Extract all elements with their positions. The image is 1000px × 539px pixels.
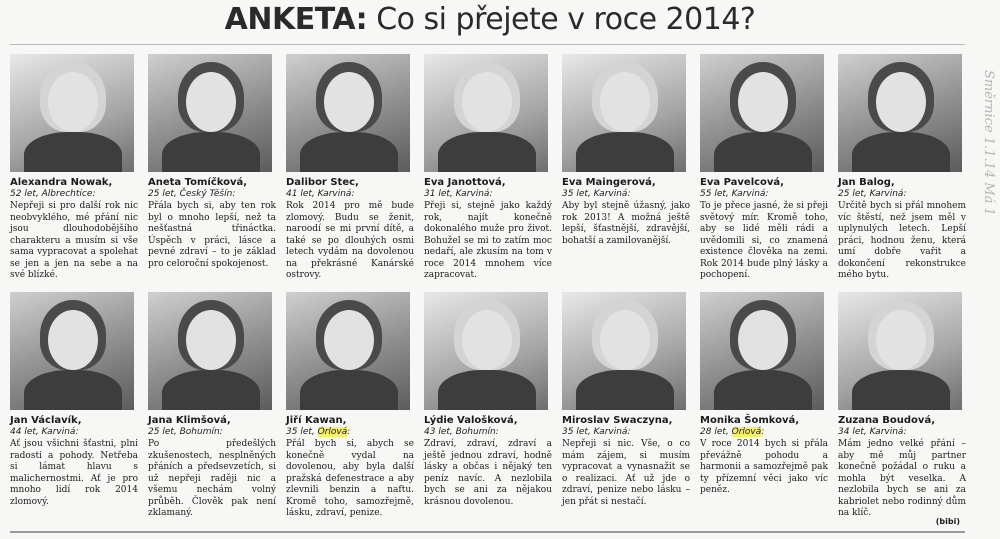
respondent-answer: Určitě bych si přál mnohem víc štěstí, než jsem měl v uplynulých letech. Lepší práci, hodnou ženu, která umí dobře vařit a dokončení rekonstrukce mého bytu.	[838, 201, 966, 280]
respondent-answer: Aby byl stejně úžasný, jako rok 2013! A možná ještě lepší, šťastnější, zdravější, bohatší a zamilovanější.	[562, 201, 690, 246]
respondent-name: Dalibor Stec,	[286, 177, 359, 188]
respondent-name: Jiří Kawan,	[286, 415, 347, 426]
respondent-meta: 44 let, Karviná:	[10, 427, 79, 437]
highlighted-town: Orlová	[317, 427, 348, 437]
respondent-meta: 25 let, Český Těšín:	[148, 189, 236, 199]
respondent-meta	[286, 427, 414, 438]
respondent-name: Aneta Tomíčková,	[148, 177, 248, 188]
survey-card	[838, 292, 966, 526]
survey-card	[700, 54, 828, 288]
respondent-meta: 31 let, Karviná:	[424, 189, 493, 199]
portrait-photo	[424, 292, 548, 410]
respondent-name: Eva Maingerová,	[562, 177, 656, 188]
respondent-meta	[700, 427, 828, 438]
respondent-answer: Ať jsou všichni šťastni, plni radosti a pohody. Netřeba si lámat hlavu s malichernostmi. Ať je pro mnoho lidí rok 2014 zlomový.	[10, 439, 138, 507]
respondent-answer: Nepřeji si nic. Vše, o co mám zájem, si musím vypracovat a vynasnažit se o realizaci. Ať už jde o zdraví, penize nebo lásku – jen přát si nestačí.	[562, 439, 690, 507]
respondent-meta: 35 let, Karviná:	[562, 427, 631, 437]
respondent-name: Eva Janottová,	[424, 177, 506, 188]
survey-card	[148, 54, 276, 288]
respondent-name: Monika Šomková,	[700, 415, 800, 426]
survey-card	[10, 54, 138, 288]
respondent-answer: Po předešlých zkušenostech, nesplněných přáních a předsevzetích, si už nepřeji raději nic a všemu nechám volný průběh. Člověk pak není zklamaný.	[148, 439, 276, 518]
survey-card	[148, 292, 276, 526]
portrait-photo	[10, 292, 134, 410]
portrait-photo	[838, 54, 962, 172]
meta-colon: :	[347, 427, 351, 437]
survey-grid	[10, 54, 965, 526]
portrait-photo	[148, 292, 272, 410]
headline	[0, 2, 980, 38]
respondent-meta: 35 let, Karviná:	[562, 189, 631, 199]
respondent-name: Miroslav Swaczyna,	[562, 415, 673, 426]
portrait-photo	[286, 292, 410, 410]
survey-card	[10, 292, 138, 526]
meta-colon: :	[761, 427, 765, 437]
respondent-answer: Přál bych si, abych se konečně vydal na dovolenou, aby byla další pražská defenestrace a aby zlevnili benzin a naftu. Kromě toho, samozřejmě, lásku, zdraví, penize.	[286, 439, 414, 518]
survey-card	[286, 54, 414, 288]
respondent-answer: Přála bych si, aby ten rok byl o mnoho lepší, než ta nešťastná třináctka. Úspěch v práci, lásce a pevné zdraví – to je základ pro celoroční spokojenost.	[148, 201, 276, 269]
respondent-meta: 34 let, Karviná:	[838, 427, 907, 437]
portrait-photo	[286, 54, 410, 172]
respondent-meta: 25 let, Karviná:	[838, 189, 907, 199]
meta-age: 28 let,	[700, 427, 732, 437]
portrait-photo	[562, 292, 686, 410]
headline-keyword: ANKETA:	[224, 2, 368, 37]
respondent-meta: 52 let, Albrechtice:	[10, 189, 96, 199]
survey-card	[700, 292, 828, 526]
respondent-answer: Přeji si, stejně jako každý rok, najít konečně dokonalého muže pro život. Bohužel se mi to zatím moc nedaří, ale zkusím na tom v roce 2014 mnohem více zapracovat.	[424, 201, 552, 280]
respondent-name: Jana Klimšová,	[148, 415, 231, 426]
respondent-name: Alexandra Nowak,	[10, 177, 113, 188]
respondent-name: Jan Balog,	[838, 177, 895, 188]
author-signature: (bibi)	[935, 517, 960, 526]
respondent-name: Lýdie Valošková,	[424, 415, 518, 426]
meta-age: 35 let,	[286, 427, 318, 437]
respondent-meta: 55 let, Karviná:	[700, 189, 769, 199]
handwritten-margin-note: Směrnice 1.1.14 Má 1	[981, 70, 996, 216]
respondent-name: Zuzana Boudová,	[838, 415, 935, 426]
respondent-meta: 25 let, Bohumín:	[148, 427, 223, 437]
respondent-answer: Zdraví, zdraví, zdraví a ještě jednou zdraví, hodně lásky a občas i nějaký ten peníz navíc. A nezlobila bych se ani za nějakou krásnou dovolenou.	[424, 439, 552, 507]
portrait-photo	[10, 54, 134, 172]
highlighted-town: Orlová	[731, 427, 762, 437]
survey-card	[562, 292, 690, 526]
respondent-name: Eva Pavelcová,	[700, 177, 784, 188]
top-rule	[10, 44, 965, 45]
respondent-answer: To je přece jasné, že si přeji světový mír. Kromě toho, aby se lidé měli rádi a uvědomili si, co znamená existence člověka na zemi. Rok 2014 bude plný lásky a pochopení.	[700, 201, 828, 280]
respondent-answer: Rok 2014 pro mě bude zlomový. Budu se ženit, naroodí se mi první dítě, a také se po dlouhých osmi letech vydám na dovolenou na překrásné Kanárské ostrovy.	[286, 201, 414, 280]
portrait-photo	[562, 54, 686, 172]
portrait-photo	[700, 54, 824, 172]
portrait-photo	[838, 292, 962, 410]
survey-card	[424, 292, 552, 526]
respondent-meta: 41 let, Karviná:	[286, 189, 355, 199]
headline-question: Co si přejete v roce 2014?	[376, 2, 756, 37]
respondent-answer: Nepřeji si pro další rok nic neobvyklého, mé přání nic jsou dlouhodobějšího charakteru a musím si vše sama vypracovat a spolehat se jen a jen na sebe a na své blízké.	[10, 201, 138, 280]
survey-card	[838, 54, 966, 288]
respondent-answer: Mám jedno velké přání – aby mě můj partner konečně požádal o ruku a mohla být veselka. A nezlobila bych se ani za kabriolet nebo rodinný dům na klíč.	[838, 439, 966, 518]
bottom-rule	[10, 531, 965, 533]
respondent-answer: V roce 2014 bych si přála převážně pohodu a harmonii a samozřejmě pak ty přízemní věci jako víc peněz.	[700, 439, 828, 495]
portrait-photo	[424, 54, 548, 172]
survey-card	[562, 54, 690, 288]
portrait-photo	[148, 54, 272, 172]
respondent-meta: 43 let, Bohumín:	[424, 427, 499, 437]
survey-card	[424, 54, 552, 288]
portrait-photo	[700, 292, 824, 410]
survey-card	[286, 292, 414, 526]
respondent-name: Jan Václavík,	[10, 415, 82, 426]
